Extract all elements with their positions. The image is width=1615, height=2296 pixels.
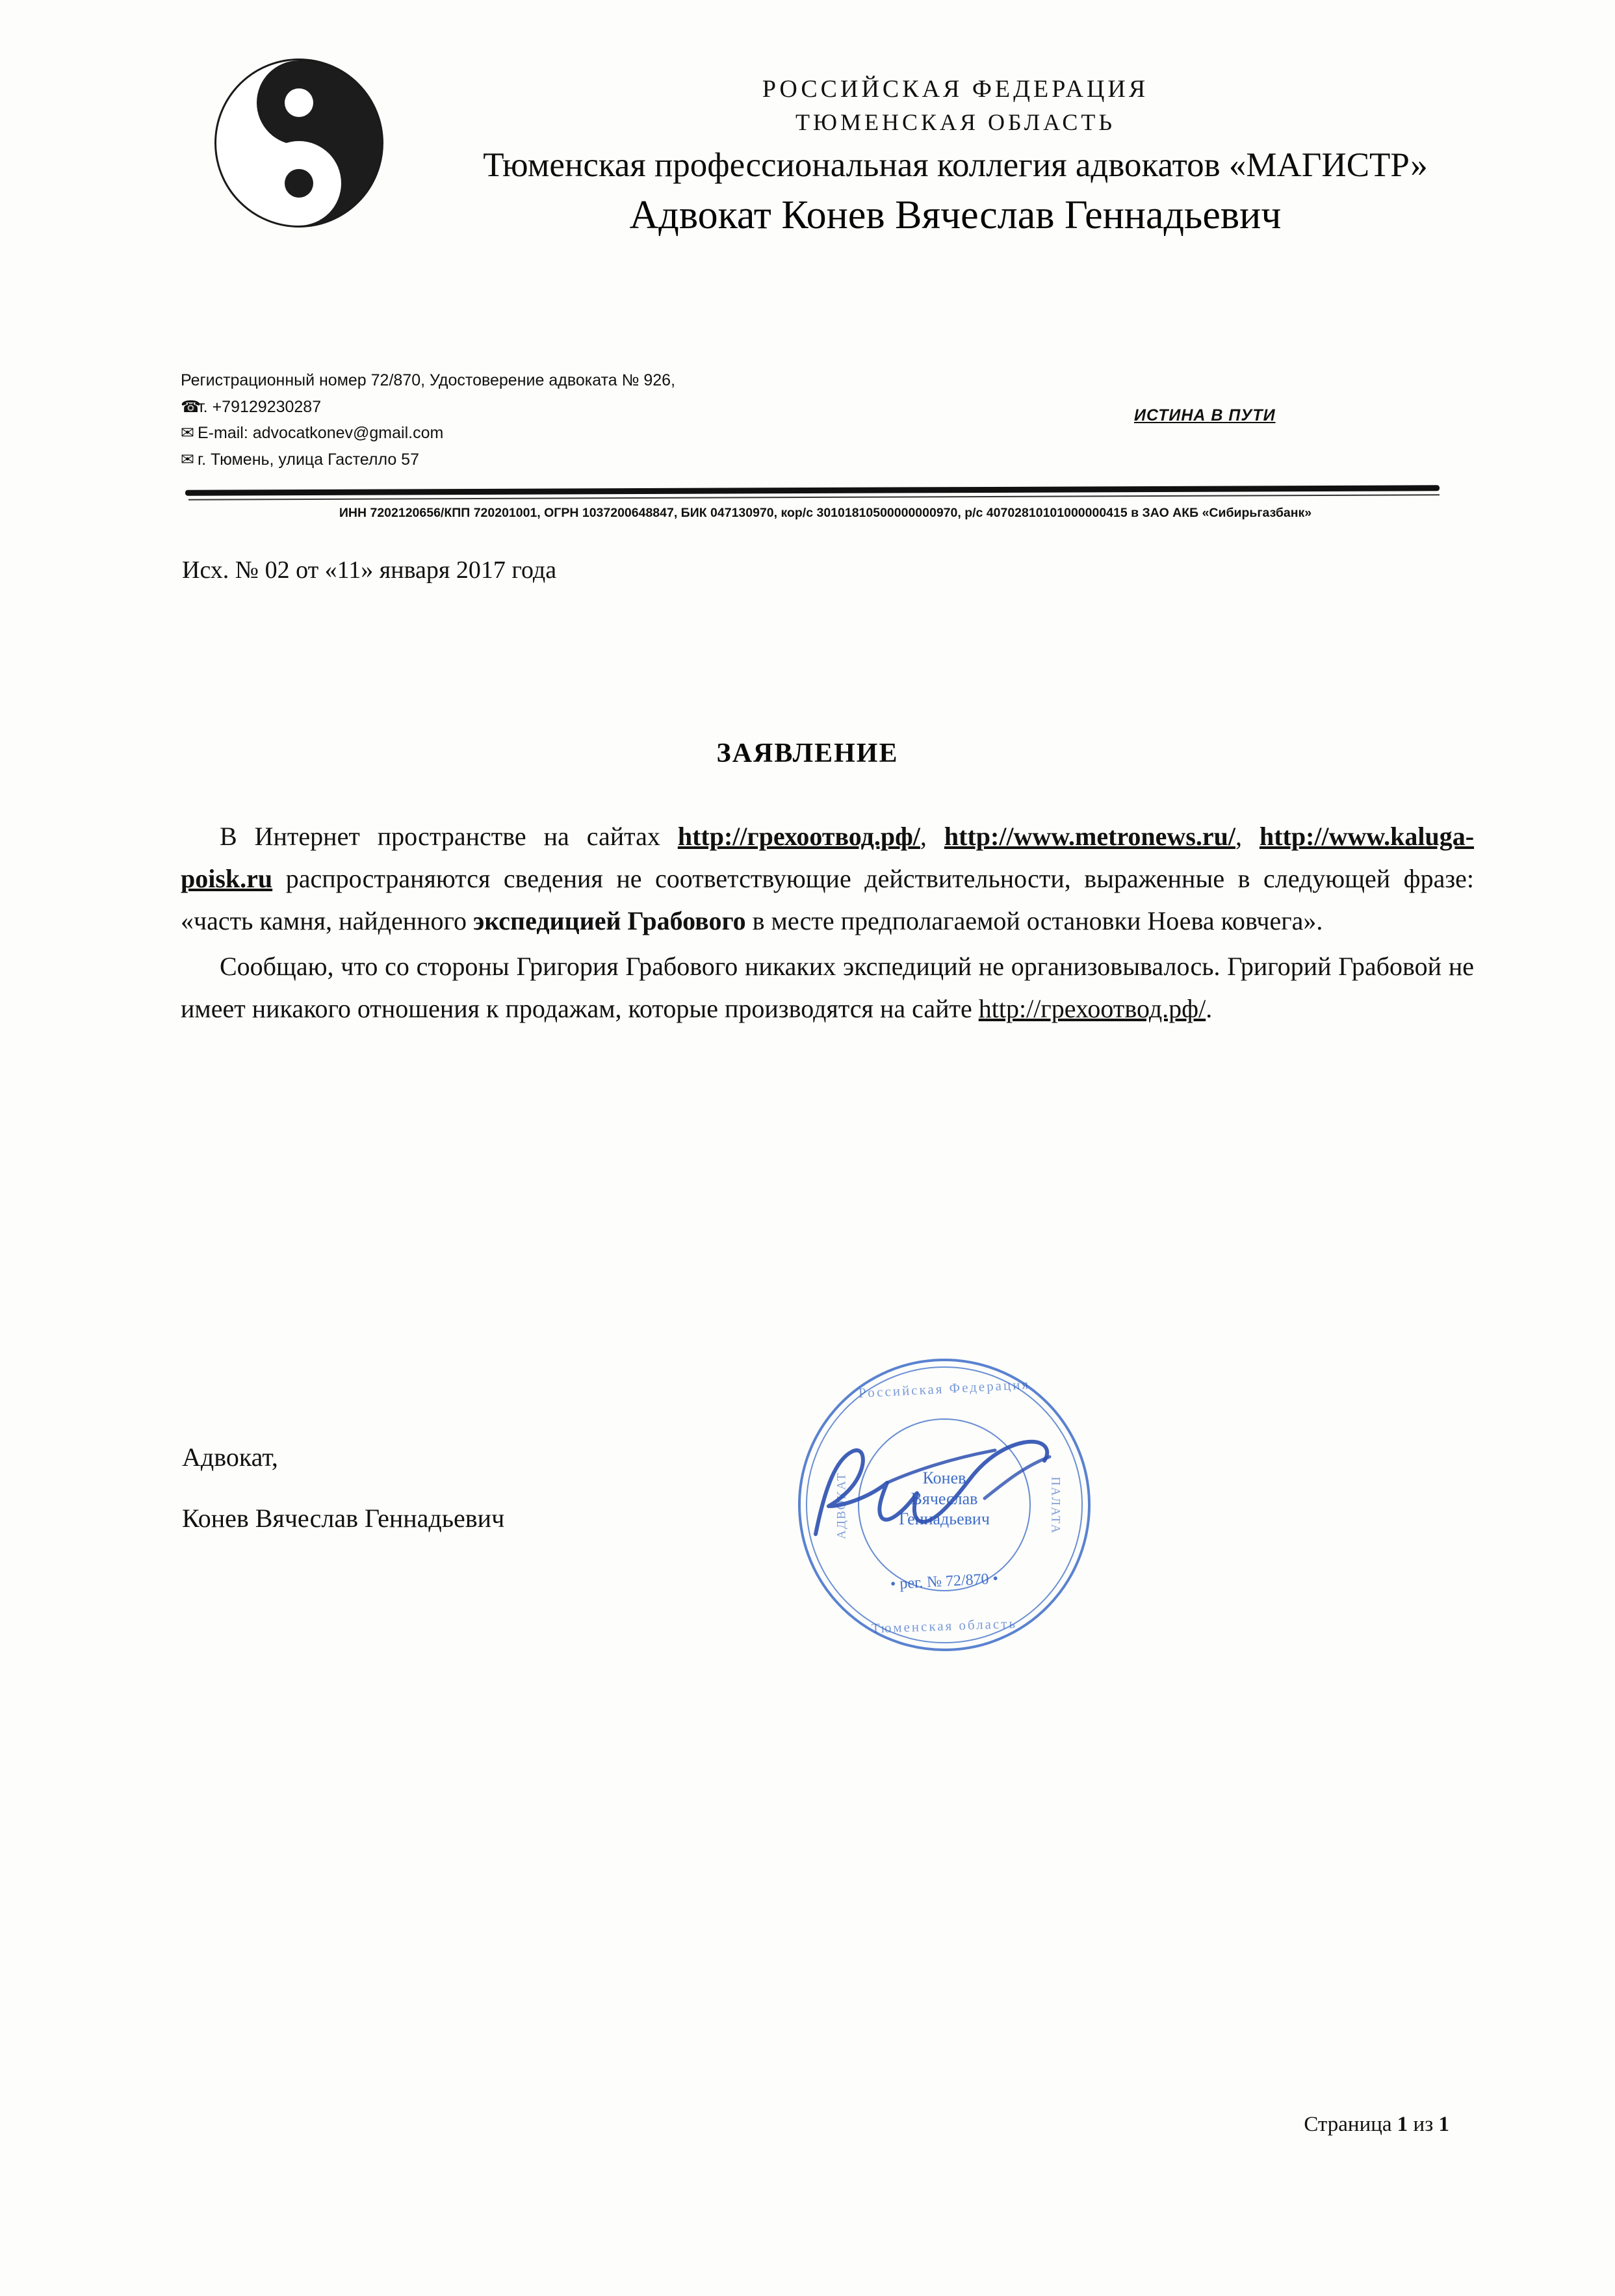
contacts-block xyxy=(181,367,675,473)
contact-phone xyxy=(181,394,675,421)
footer-prefix: Страница xyxy=(1304,2113,1397,2136)
organization-name: Тюменская профессиональная коллегия адвокатов «МАГИСТР» xyxy=(483,146,1428,184)
footer-total-pages: 1 xyxy=(1438,2113,1449,2136)
official-stamp xyxy=(798,1359,1091,1651)
mail-address-icon: ✉ xyxy=(181,450,194,469)
footer-middle: из xyxy=(1408,2113,1439,2136)
stamp-arc-bottom: Тюменская область xyxy=(871,1615,1018,1636)
contact-email-text: E-mail: advocatkonev@gmail.com xyxy=(198,424,444,442)
organization-block xyxy=(416,75,1495,239)
document-body xyxy=(181,816,1474,1034)
phone-icon: ☎ xyxy=(181,397,201,416)
link-grehootvod-2[interactable]: http://грехоотвод.рф/ xyxy=(978,994,1206,1024)
lawyer-name-header: Адвокат Конев Вячеслав Геннадьевич xyxy=(629,192,1282,237)
country-line: РОССИЙСКАЯ ФЕДЕРАЦИЯ xyxy=(762,75,1149,103)
signature-role: Адвокат, xyxy=(182,1442,278,1472)
envelope-icon: ✉ xyxy=(181,424,194,442)
motto: ИСТИНА В ПУТИ xyxy=(1134,406,1276,424)
paragraph-1-sep-1: , xyxy=(920,822,944,851)
letterhead xyxy=(0,39,1615,520)
stamp-center-text xyxy=(798,1468,1091,1530)
bank-details: ИНН 7202120656/КПП 720201001, ОГРН 1037200648847, БИК 047130970, кор/с 30101810500000000970, р/с 40702810101000000415 в ЗАО АКБ «Сибирьгазбанк» xyxy=(339,506,1312,520)
contact-phone-text: т. +79129230287 xyxy=(198,397,322,416)
contact-address xyxy=(181,447,675,473)
paragraph-1 xyxy=(181,816,1474,942)
paragraph-1-tail: в месте предполагаемой остановки Ноева ковчега». xyxy=(745,906,1323,935)
stamp-arc-top: Российская Федерация xyxy=(858,1376,1031,1401)
yin-yang-logo xyxy=(214,59,383,228)
link-grehootvod-1[interactable]: http://грехоотвод.рф/ xyxy=(677,822,920,851)
stamp-center-line-3: Геннадьевич xyxy=(899,1509,990,1529)
link-metronews[interactable]: http://www.metronews.ru/ xyxy=(944,822,1235,851)
paragraph-1-lead: В Интернет пространстве на сайтах xyxy=(220,822,678,851)
document-title: ЗАЯВЛЕНИЕ xyxy=(716,738,899,768)
paragraph-2-lead: Сообщаю, что со стороны Григория Грабового никаких экспедиций не организовывалось. Григорий Грабовой не имеет никакого отношения к продажам, которые производятся на сайте xyxy=(181,952,1474,1024)
page-footer xyxy=(1304,2113,1449,2137)
header-divider-thick xyxy=(185,485,1440,495)
stamp-center-line-1: Конев xyxy=(922,1468,966,1487)
stamp-arc-left: АДВОКАТ xyxy=(834,1472,849,1539)
header-divider-thin xyxy=(188,494,1440,500)
paragraph-1-mid: распространяются сведения не соответствующие действительности, выраженные в следующей фразе: «часть камня, найденного xyxy=(181,863,1474,935)
paragraph-2-tail: . xyxy=(1206,994,1213,1024)
contact-address-text: г. Тюмень, улица Гастелло 57 xyxy=(198,450,419,469)
paragraph-1-sep-2: , xyxy=(1235,822,1260,851)
paragraph-1-bold: экспедицией Грабового xyxy=(472,906,746,935)
link-kaluga-poisk[interactable]: http://www.kaluga-poisk.ru xyxy=(181,822,1475,893)
stamp-arc-right: ПАЛАТА xyxy=(1048,1476,1063,1535)
contact-registration-text: Регистрационный номер 72/870, Удостоверение адвоката № 926, xyxy=(181,371,676,389)
contact-registration xyxy=(181,367,675,394)
signature-block xyxy=(182,1427,504,1549)
region-line: ТЮМЕНСКАЯ ОБЛАСТЬ xyxy=(795,109,1116,135)
footer-current-page: 1 xyxy=(1397,2113,1408,2136)
paragraph-2 xyxy=(181,946,1474,1030)
signature-name: Конев Вячеслав Геннадьевич xyxy=(182,1504,505,1533)
stamp-registration-number: • рег. № 72/870 • xyxy=(890,1570,999,1593)
contact-email xyxy=(181,420,675,447)
outgoing-reference: Исх. № 02 от «11» января 2017 года xyxy=(182,556,557,584)
stamp-center-line-2: Вячеслав xyxy=(911,1489,978,1508)
